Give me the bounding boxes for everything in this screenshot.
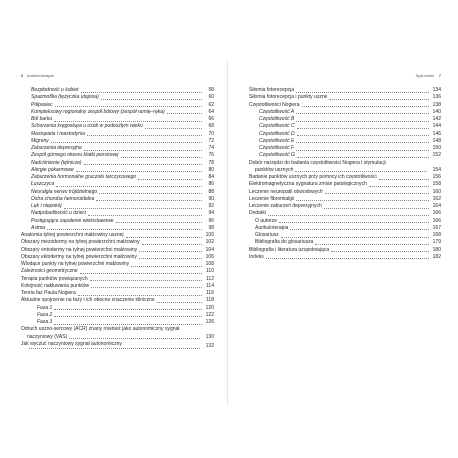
toc-entry-title: Bibliografia i literatura uzupełniająca (249, 246, 330, 253)
toc-entry (21, 218, 214, 225)
toc-entry-title: Faza 2 (37, 311, 53, 318)
toc-entry-page: 134 (432, 87, 441, 93)
toc-entry-title: Badanie punktów usznych przy pomocy ich częstotliwości (249, 174, 377, 180)
toc-entry (21, 109, 214, 116)
toc-entry-title: Częstotliwość B (259, 116, 295, 122)
toc-entry (249, 203, 441, 210)
toc-entry-title: Schorzenia kręgosłupa u osób w podeszłym wieku (31, 123, 143, 130)
dot-leader (279, 222, 429, 223)
dot-leader (69, 334, 200, 340)
dot-leader (84, 150, 202, 151)
right-page-number: 7 (438, 73, 441, 78)
toc-entry (249, 102, 441, 109)
toc-entry-page: 100 (205, 232, 214, 238)
toc-entry-title: Ostra choroba hemoroidalna (31, 195, 95, 202)
toc-entry-page: 112 (206, 275, 214, 282)
toc-entry-page: 110 (206, 268, 214, 275)
toc-entry-title: Bibliografia do glosariusza (255, 239, 314, 246)
toc-entry-page: 120 (205, 304, 214, 311)
toc-entry-page: 94 (208, 210, 214, 217)
toc-entry (249, 225, 441, 232)
toc-entry-page: 58 (208, 87, 214, 93)
dot-leader (266, 258, 429, 259)
dot-leader (315, 244, 429, 245)
dot-leader (296, 113, 429, 114)
dot-leader (297, 135, 429, 136)
dot-leader (51, 142, 202, 143)
toc-entry-page: 80 (208, 166, 214, 173)
toc-entry-page: 180 (432, 246, 441, 253)
toc-entry-title: Anatomia tylnej powierzchni małżowiny usznej (21, 232, 124, 238)
toc-entry (21, 319, 214, 326)
right-toc-list (249, 87, 441, 261)
toc-entry (21, 167, 214, 174)
dot-leader (281, 237, 429, 238)
toc-entry-title: Obszary mezodermy na tylnej powierzchni małżowiny (21, 239, 140, 246)
toc-entry-page: 118 (206, 297, 214, 304)
dot-leader (88, 215, 202, 216)
toc-entry-page: 122 (205, 311, 214, 318)
toc-entry-title: Neuralgia nerwu trójdzielnego (31, 188, 98, 195)
toc-entry-title: Częstotliwość G (259, 152, 295, 159)
toc-entry-page: 152 (432, 152, 441, 159)
toc-entry-page: 168 (432, 232, 441, 238)
toc-entry (249, 196, 441, 203)
toc-entry-title: Elektromagnetyczna sygnatura zmian patologicznych (249, 181, 367, 188)
toc-entry-page: 150 (432, 145, 441, 151)
toc-entry (249, 145, 441, 152)
toc-entry-title: Leczenie neuropatii obwodowych (249, 188, 323, 195)
dot-leader (157, 302, 202, 303)
toc-entry-page: 126 (205, 319, 214, 325)
toc-entry-page: 68 (208, 123, 214, 130)
toc-entry (21, 210, 214, 217)
dot-leader (329, 99, 429, 100)
dot-leader (296, 150, 429, 151)
left-toc-list (21, 87, 214, 351)
dot-leader (56, 186, 202, 187)
toc-entry-title: Częstotliwość C (259, 123, 295, 130)
dot-leader (84, 164, 202, 165)
toc-entry (21, 261, 214, 268)
toc-entry-title: Bezpłodność u kobiet (31, 87, 79, 93)
toc-entry-page: 154 (432, 166, 441, 173)
toc-entry (21, 152, 214, 159)
right-page-header (249, 73, 441, 82)
toc-entry (249, 123, 441, 130)
toc-entry (21, 174, 214, 181)
toc-entry (249, 239, 441, 246)
toc-entry-title: Kompleksowy regionalny zespół bólowy (zespół ramię–ręka) (31, 108, 165, 115)
toc-entry-title: Łuszczyca (31, 181, 55, 188)
dot-leader (54, 309, 202, 310)
dot-leader (369, 186, 429, 187)
toc-entry-title: Częstotliwość F (259, 145, 295, 151)
toc-entry-title: Częstotliwość E (259, 137, 295, 144)
dot-leader (101, 99, 202, 100)
toc-entry-page: 64 (208, 108, 214, 115)
toc-entry-title: Faza 3 (37, 319, 53, 325)
dot-leader (121, 157, 202, 158)
toc-entry-title: Dodatki (249, 210, 266, 217)
toc-entry-page: 156 (432, 174, 441, 180)
toc-entry-page: 66 (208, 116, 214, 122)
dot-leader (64, 208, 202, 209)
toc-entry-title: Częstotliwość D (259, 130, 295, 137)
dot-leader (295, 167, 427, 173)
dot-leader (76, 171, 202, 172)
left-page-header (21, 73, 214, 82)
toc-entry-multiline (21, 341, 214, 351)
toc-entry-page: 76 (208, 152, 214, 159)
toc-entry-page: 142 (432, 116, 441, 122)
toc-entry (21, 247, 214, 254)
dot-leader (290, 229, 429, 230)
toc-entry-page: 138 (432, 101, 441, 108)
toc-entry-title: O autorze (255, 217, 277, 224)
toc-entry (21, 87, 214, 94)
toc-entry (21, 102, 214, 109)
toc-entry (21, 225, 214, 232)
toc-entry-page: 132 (205, 343, 214, 350)
dot-leader (297, 128, 429, 129)
toc-entry-multiline (21, 326, 214, 341)
toc-entry-page: 166 (432, 210, 441, 217)
dot-leader (139, 258, 202, 259)
toc-entry-page: 84 (208, 174, 214, 180)
dot-leader (78, 295, 202, 296)
dot-leader (87, 135, 202, 136)
dot-leader (80, 273, 202, 274)
dot-leader (325, 193, 429, 194)
toc-entry-title: Teoria faz Paula Nogiera (21, 290, 76, 296)
toc-entry-page: 148 (432, 137, 441, 144)
toc-entry (21, 268, 214, 275)
toc-entry (249, 116, 441, 123)
toc-entry-page: 130 (205, 333, 214, 340)
toc-entry-title: Aurikuloterapia (255, 224, 289, 231)
dot-leader (379, 179, 429, 180)
dot-leader (297, 157, 429, 158)
toc-entry (21, 203, 214, 210)
toc-entry-title-line1: Odruch uszno-sercowy (ACR) znany również jako autonomiczny sygnał (21, 326, 180, 333)
toc-entry-page: 140 (432, 108, 441, 115)
toc-entry-page: 158 (432, 181, 441, 188)
toc-entry-title: Migreny (31, 137, 49, 144)
toc-entry (21, 181, 214, 188)
toc-entry-title: Obszary entodermy na tylnej powierzchni małżowiny (21, 246, 138, 253)
toc-entry (21, 254, 214, 261)
toc-entry-title: Półpasiec (31, 101, 53, 108)
toc-entry-page: 164 (432, 203, 441, 209)
toc-entry-page: 182 (432, 253, 441, 260)
toc-entry-page: 162 (432, 195, 441, 202)
toc-entry-title: Zespół górnego otworu klatki piersiowej (31, 152, 119, 159)
dot-leader (268, 215, 429, 216)
dot-leader (81, 92, 202, 93)
dot-leader (331, 251, 429, 252)
toc-entry-title: Siłomia fotorecepcja (249, 87, 295, 93)
toc-entry-title: Siłomia fotorecepcja i punkty uszne (249, 94, 328, 101)
toc-entry-title: Wiodące punkty na tylnej powierzchni małżowiny (21, 261, 130, 267)
toc-entry-page: 86 (208, 181, 214, 188)
toc-entry-title: Lęk i niepokój (31, 203, 62, 209)
toc-entry (21, 232, 214, 239)
dot-leader (296, 92, 429, 93)
toc-entry-title: Spazmofilia (tężyczka utajona) (31, 94, 99, 101)
toc-entry-title: Kolejność nakłuwania punktów (21, 282, 90, 289)
toc-entry-page: 108 (205, 261, 214, 267)
toc-entry (21, 131, 214, 138)
toc-entry (249, 232, 441, 239)
toc-entry-title-line1: Dobór narzędzi do badania częstotliwości Nogiera i stymulacji (249, 159, 386, 166)
toc-entry (21, 145, 214, 152)
page-gutter (227, 60, 228, 405)
dot-leader (116, 222, 202, 223)
dot-leader (54, 324, 202, 325)
toc-entry (21, 116, 214, 123)
toc-entry-page: 166 (432, 217, 441, 224)
toc-entry (249, 189, 441, 196)
toc-entry-page: 90 (208, 195, 214, 202)
dot-leader (302, 106, 429, 107)
dot-leader (91, 287, 202, 288)
toc-entry (21, 196, 214, 203)
dot-leader (126, 237, 202, 238)
toc-entry (249, 174, 441, 181)
dot-leader (47, 229, 202, 230)
toc-entry (249, 87, 441, 94)
toc-entry-title: Aktualne spojrzenie na fazy i ich obecne znaczenie kliniczne (21, 297, 155, 304)
toc-entry (21, 239, 214, 246)
toc-entry-page: 116 (206, 290, 214, 296)
toc-entry-title-line2 (21, 334, 202, 341)
toc-entry (21, 283, 214, 290)
toc-entry-title: Glosariusz (255, 232, 279, 238)
toc-entry-title: Częstotliwości Nogiera (249, 101, 300, 108)
dot-leader (54, 316, 202, 317)
toc-entry-page: 70 (208, 130, 214, 137)
right-page (249, 73, 441, 261)
right-running-title: Spis treści (415, 73, 434, 78)
toc-entry-title: Zależności geometryczne (21, 268, 78, 275)
toc-entry-title: Faza 1 (37, 304, 53, 311)
toc-entry-page: 160 (432, 188, 441, 195)
dot-leader (54, 121, 202, 122)
toc-entry (21, 189, 214, 196)
toc-entry-page: 62 (208, 101, 214, 108)
toc-entry-title: Obszary ektodermy na tylnej powierzchni małżowiny (21, 253, 137, 260)
toc-entry-page: 179 (432, 239, 441, 246)
toc-entry (249, 181, 441, 188)
toc-entry-title: Nadciśnienie (tętnicze) (31, 159, 82, 166)
toc-entry-page: 167 (432, 224, 441, 231)
left-running-title: Aurikuloterapia (27, 73, 54, 78)
toc-entry-title: Indeks (249, 253, 264, 260)
toc-entry-page: 92 (208, 203, 214, 209)
toc-entry-title-line2 (21, 348, 202, 351)
toc-entry-title: Mastopatia i mastodynia (31, 130, 85, 137)
toc-entry (249, 254, 441, 261)
toc-entry-title: Leczenie zaburzeń depresyjnych (249, 203, 322, 209)
toc-entry (249, 138, 441, 145)
toc-entry (249, 109, 441, 116)
toc-entry-page: 102 (205, 239, 214, 246)
toc-entry-title-line2-text: naczyniowy (VAS) (27, 333, 68, 340)
toc-entry (21, 290, 214, 297)
dot-leader (96, 200, 202, 201)
toc-entry (21, 312, 214, 319)
dot-leader (296, 200, 429, 201)
dot-leader (55, 106, 202, 107)
toc-entry-title: Częstotliwość A (259, 108, 295, 115)
toc-entry-title: Astma (31, 224, 46, 231)
toc-entry-title: Ból barku (31, 116, 53, 122)
left-page (21, 73, 214, 351)
toc-entry-page: 88 (208, 188, 214, 195)
toc-entry (249, 94, 441, 101)
toc-entry-page: 104 (205, 246, 214, 253)
toc-entry (21, 305, 214, 312)
dot-leader (142, 244, 202, 245)
toc-entry-page: 74 (208, 145, 214, 151)
toc-entry (21, 123, 214, 130)
toc-entry-title: Leczenie fibromialgii (249, 195, 295, 202)
toc-entry-page: 96 (208, 217, 214, 224)
dot-leader (296, 121, 429, 122)
toc-entry-page: 146 (432, 130, 441, 137)
toc-entry-page: 144 (432, 123, 441, 130)
toc-entry-multiline (249, 160, 441, 175)
toc-entry (249, 247, 441, 254)
toc-entry-title: Zaburzenia hormonalne gruczołu tarczycowego (31, 174, 137, 180)
dot-leader (29, 348, 200, 349)
toc-entry (21, 138, 214, 145)
toc-entry (249, 131, 441, 138)
toc-entry-title: Postępujące zapalenie wielostawowe (31, 217, 114, 224)
toc-entry (249, 152, 441, 159)
toc-entry-title-line2 (249, 167, 429, 174)
toc-entry (249, 218, 441, 225)
toc-entry-page: 78 (208, 159, 214, 166)
dot-leader (139, 251, 202, 252)
left-page-number: 6 (21, 73, 24, 78)
dot-leader (324, 208, 429, 209)
toc-entry-title: Nadpobudliwość u dzieci (31, 210, 87, 217)
toc-entry (249, 210, 441, 217)
toc-entry-title-line1: Jak wyczuć naczyniowy sygnał autonomiczny (21, 340, 122, 347)
toc-entry-title: Terapia punktów powiązanych (21, 275, 88, 282)
toc-entry (21, 297, 214, 304)
toc-entry-title-line2-text: punktów usznych (255, 166, 294, 173)
toc-entry-page: 136 (432, 94, 441, 101)
toc-entry-page: 106 (205, 253, 214, 260)
dot-leader (99, 193, 202, 194)
toc-entry-page: 72 (208, 137, 214, 144)
toc-entry-title: Alergie pokarmowe (31, 166, 74, 173)
dot-leader (145, 128, 202, 129)
toc-entry-page: 114 (206, 282, 214, 289)
dot-leader (167, 113, 202, 114)
toc-entry (21, 160, 214, 167)
dot-leader (131, 266, 202, 267)
toc-entry-page: 60 (208, 94, 214, 101)
dot-leader (90, 280, 202, 281)
toc-entry-page: 98 (208, 224, 214, 231)
toc-entry (21, 276, 214, 283)
toc-entry (21, 94, 214, 101)
dot-leader (296, 142, 429, 143)
dot-leader (138, 179, 202, 180)
toc-entry-title: Zaburzenia depresyjne (31, 145, 82, 151)
